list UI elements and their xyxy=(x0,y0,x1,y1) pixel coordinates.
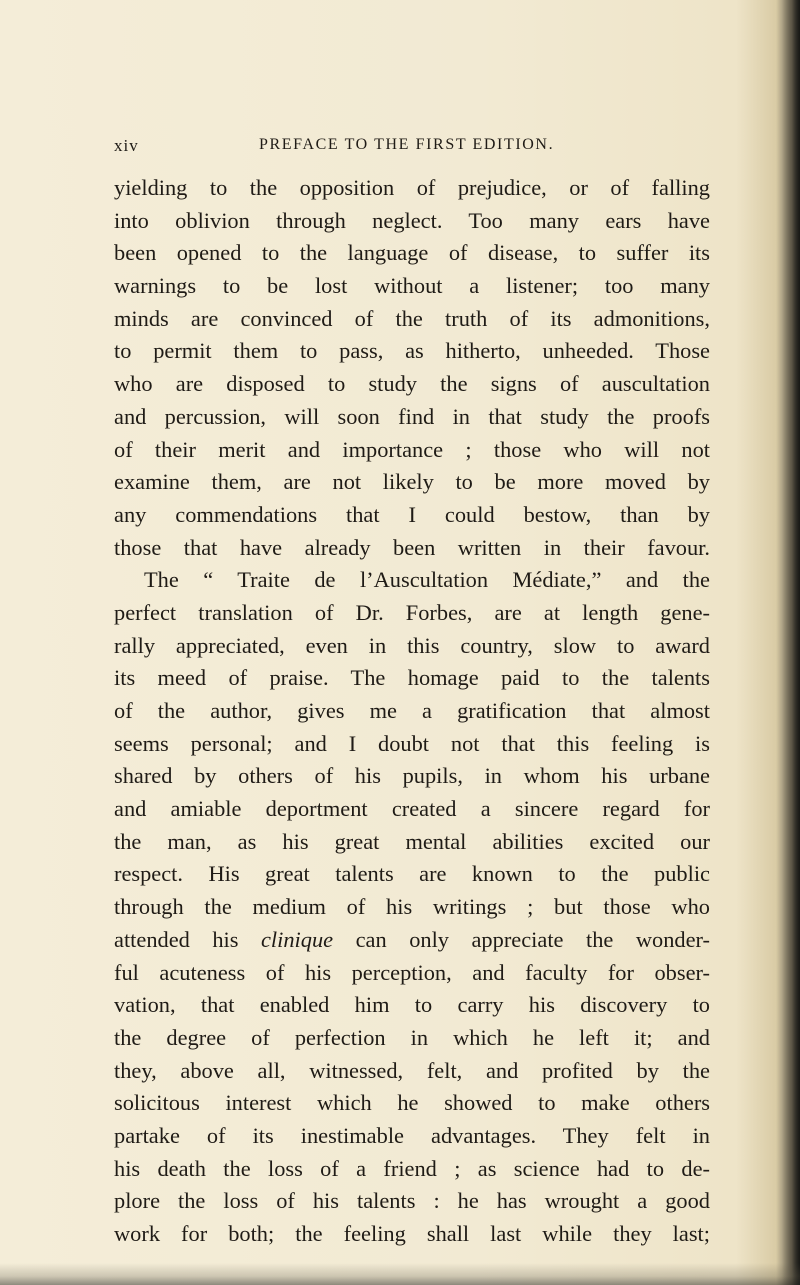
italic-word: clinique xyxy=(260,926,334,952)
text-line: and amiable deportment created a sincere regard for xyxy=(114,796,710,822)
body-text xyxy=(114,172,710,1251)
text-line: been opened to the language of disease, to suffer its xyxy=(114,240,710,266)
text-line-with-italic xyxy=(114,924,710,957)
text-line: perfect translation of Dr. Forbes, are at length gene- xyxy=(114,599,710,625)
text-segment: can only appreciate the wonder- xyxy=(333,926,710,952)
text-line: work for both; the feeling shall last while they last; xyxy=(114,1221,710,1246)
text-line: rally appreciated, even in this country, slow to award xyxy=(114,632,710,658)
text-line: warnings to be lost without a listener; too many xyxy=(114,273,710,299)
text-line: of the author, gives me a gratification that almost xyxy=(114,698,710,723)
text-line: of their merit and importance ; those who will not xyxy=(114,436,710,462)
text-line: respect. His great talents are known to the public xyxy=(114,861,710,887)
text-line: they, above all, witnessed, felt, and profited by the xyxy=(114,1057,710,1083)
text-line: yielding to the opposition of prejudice, or of falling xyxy=(114,175,710,200)
text-line: partake of its inestimable advantages. They felt in xyxy=(114,1122,710,1148)
text-line: to permit them to pass, as hitherto, unheeded. Those xyxy=(114,338,710,364)
text-line: vation, that enabled him to carry his discovery to xyxy=(114,992,710,1018)
binding-shadow xyxy=(782,0,800,1285)
text-line: ful acuteness of his perception, and faculty for obser- xyxy=(114,959,710,985)
text-line: his death the loss of a friend ; as science had to de- xyxy=(114,1155,710,1181)
text-line: and percussion, will soon find in that study the proofs xyxy=(114,403,710,429)
text-segment: attended his xyxy=(114,926,261,952)
page-number: xiv xyxy=(114,136,139,155)
text-line: seems personal; and I doubt not that this feeling is xyxy=(114,730,710,756)
text-line: those that have already been written in their favour. xyxy=(114,534,710,560)
text-line: into oblivion through neglect. Too many ears have xyxy=(114,207,710,233)
text-line: solicitous interest which he showed to make others xyxy=(114,1090,710,1116)
text-line: the degree of perfection in which he left it; and xyxy=(114,1024,710,1050)
running-head xyxy=(114,136,710,158)
running-head-title: PREFACE TO THE FIRST EDITION. xyxy=(259,136,555,153)
page-bottom-edge xyxy=(0,1263,800,1285)
text-line: plore the loss of his talents : he has wrought a good xyxy=(114,1188,710,1214)
text-line: the man, as his great mental abilities excited our xyxy=(114,828,710,854)
text-line: shared by others of his pupils, in whom his urbane xyxy=(114,763,710,789)
text-line: minds are convinced of the truth of its admonitions, xyxy=(114,305,710,331)
text-line: its meed of praise. The homage paid to the talents xyxy=(114,665,710,691)
paragraph-start-line: The “ Traite de l’Auscultation Médiate,” and the xyxy=(144,567,710,593)
text-line: who are disposed to study the signs of auscultation xyxy=(114,371,710,397)
text-line: any commendations that I could bestow, than by xyxy=(114,501,710,527)
text-line: through the medium of his writings ; but those who xyxy=(114,894,710,920)
text-line: examine them, are not likely to be more moved by xyxy=(114,469,710,495)
